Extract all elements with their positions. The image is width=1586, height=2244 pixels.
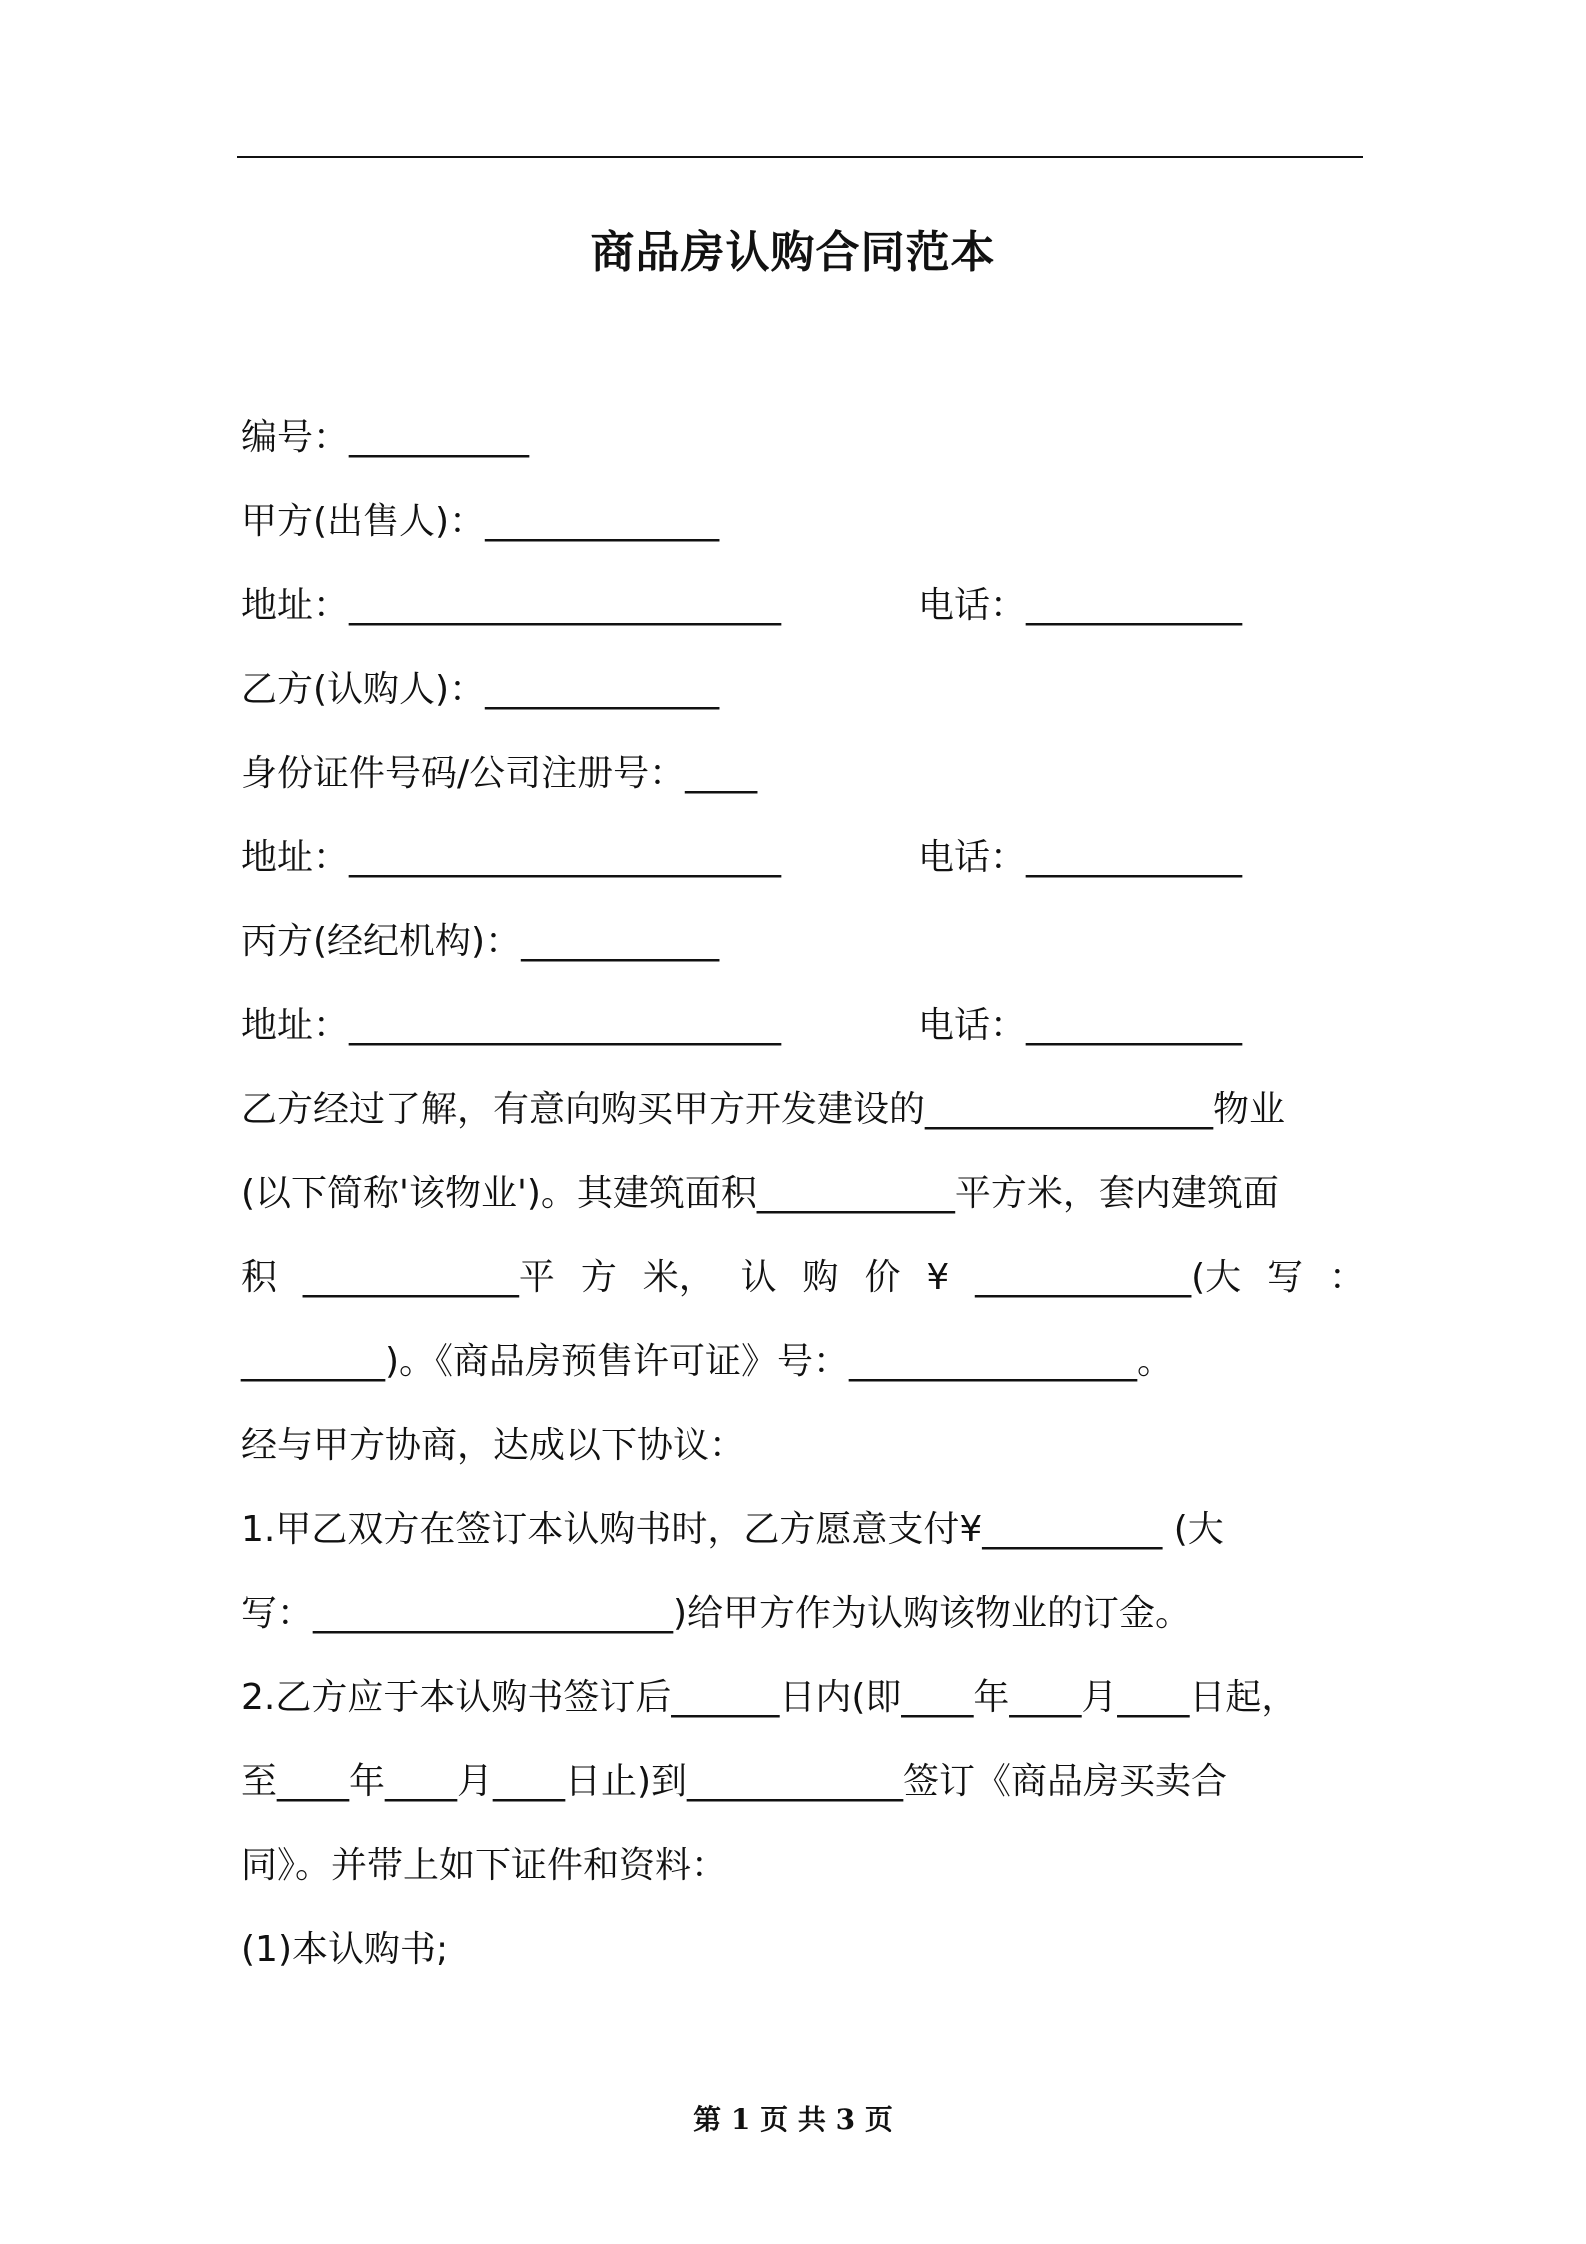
text-segment: 米， bbox=[642, 1257, 715, 1298]
sub-item-1: (1)本认购书; bbox=[241, 1929, 449, 1970]
text-segment: 购 bbox=[802, 1257, 839, 1298]
party-a-address-field: 地址：________________________ bbox=[241, 585, 782, 626]
party-b-phone-field: 电话：____________ bbox=[918, 837, 1243, 878]
clause-1-line: 写：____________________)给甲方作为认购该物业的订金。 bbox=[241, 1593, 1192, 1634]
id-number-field: 身份证件号码/公司注册号：____ bbox=[241, 753, 758, 794]
agreement-intro: 经与甲方协商，达成以下协议： bbox=[241, 1425, 746, 1466]
clause-1-line: 1.甲乙双方在签订本认购书时，乙方愿意支付¥__________ (大 bbox=[241, 1509, 1224, 1550]
party-a-field: 甲方(出售人)：_____________ bbox=[241, 501, 720, 542]
paragraph-line-justified bbox=[241, 1254, 1365, 1302]
text-segment: ： bbox=[1328, 1257, 1365, 1298]
text-segment: 写 bbox=[1267, 1257, 1304, 1298]
text-segment: 价 bbox=[864, 1257, 901, 1298]
party-c-address-field: 地址：________________________ bbox=[241, 1005, 782, 1046]
party-c-field: 丙方(经纪机构)：___________ bbox=[241, 921, 720, 962]
party-c-phone-field: 电话：____________ bbox=[918, 1005, 1243, 1046]
paragraph-line: (以下简称'该物业')。其建筑面积___________平方米，套内建筑面 bbox=[241, 1173, 1279, 1214]
page-footer: 第 1 页 共 3 页 bbox=[693, 2103, 893, 2136]
document-title: 商品房认购合同范本 bbox=[590, 227, 996, 278]
paragraph-line: 乙方经过了解，有意向购买甲方开发建设的________________物业 bbox=[241, 1089, 1286, 1130]
text-segment: ¥ bbox=[926, 1257, 950, 1298]
text-segment: ____________平 bbox=[302, 1257, 555, 1298]
clause-2-line: 至____年____月____日止)到____________签订《商品房买卖合 bbox=[241, 1761, 1228, 1802]
party-b-field: 乙方(认购人)：_____________ bbox=[241, 669, 720, 710]
party-a-phone-field: 电话：____________ bbox=[918, 585, 1243, 626]
clause-2-line: 同》。并带上如下证件和资料： bbox=[241, 1845, 728, 1886]
text-segment: ____________(大 bbox=[975, 1257, 1242, 1298]
text-segment: 方 bbox=[580, 1257, 617, 1298]
header-rule bbox=[237, 156, 1363, 158]
party-b-address-field: 地址：________________________ bbox=[241, 837, 782, 878]
paragraph-line: ________)。《商品房预售许可证》号：________________。 bbox=[241, 1341, 1174, 1382]
contract-number-field: 编号：__________ bbox=[241, 417, 530, 458]
text-segment: 认 bbox=[740, 1257, 777, 1298]
clause-2-line: 2.乙方应于本认购书签订后______日内(即____年____月____日起， bbox=[241, 1677, 1298, 1718]
text-segment: 积 bbox=[241, 1257, 278, 1298]
